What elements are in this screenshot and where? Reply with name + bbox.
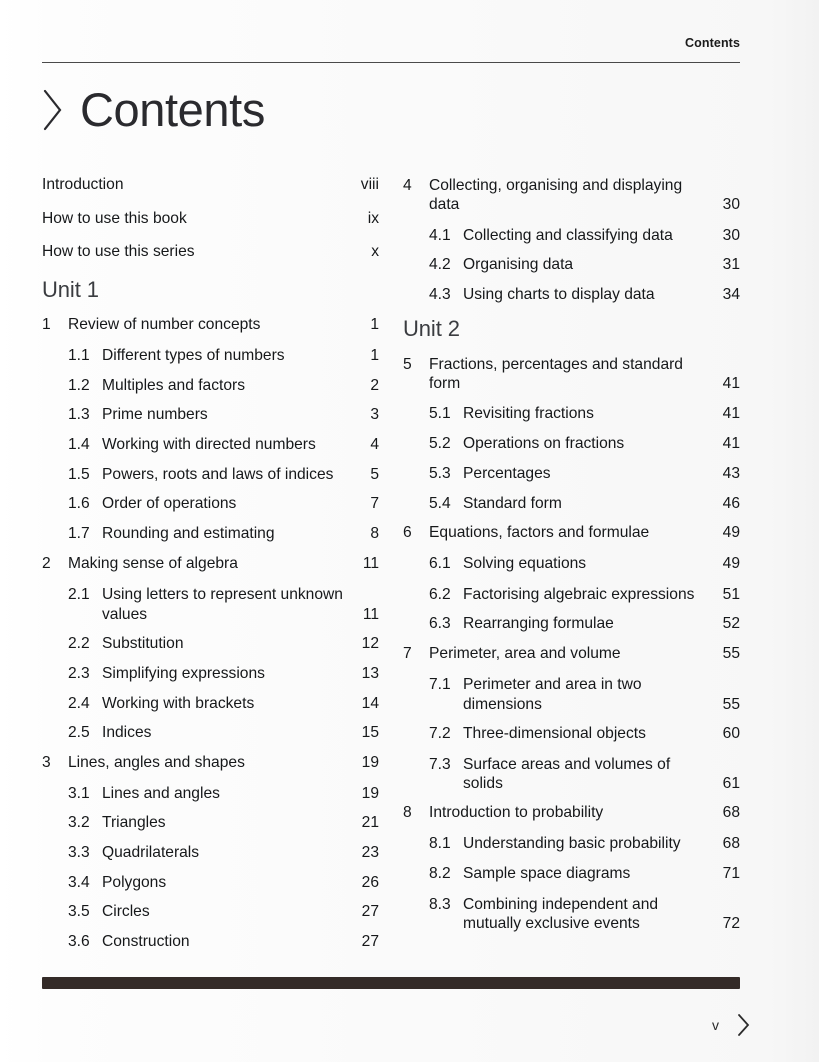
running-head: Contents (685, 36, 740, 50)
section-page: 15 (361, 724, 379, 742)
toc-section-row[interactable] (42, 466, 379, 485)
chapter-number: 5 (403, 355, 412, 373)
toc-section-row[interactable] (42, 406, 379, 425)
toc-section-row[interactable] (42, 844, 379, 863)
section-page: 23 (361, 844, 379, 862)
section-title: Prime numbers (102, 406, 208, 424)
section-title: Multiples and factors (102, 376, 246, 394)
toc-chapter-row[interactable] (403, 355, 740, 394)
section-page: 8 (370, 525, 379, 543)
section-title: Percentages (463, 464, 551, 482)
toc-chapter-row[interactable] (42, 754, 379, 773)
toc-front-matter-row[interactable] (42, 176, 379, 195)
toc-section-row[interactable] (403, 585, 740, 604)
section-page: 19 (361, 784, 379, 802)
section-title: Revisiting fractions (463, 405, 594, 423)
section-page: 2 (370, 376, 379, 394)
page-folio: v (712, 1017, 719, 1033)
section-title: Different types of numbers (102, 346, 285, 364)
toc-section-row[interactable] (403, 435, 740, 454)
section-title: Rounding and estimating (102, 525, 275, 543)
section-number: 5.2 (429, 435, 451, 453)
section-number: 1.3 (68, 406, 90, 424)
toc-section-row[interactable] (42, 585, 379, 624)
toc-entry-label: How to use this book (42, 209, 187, 227)
chevron-right-icon (42, 87, 64, 133)
toc-chapter-row[interactable] (403, 645, 740, 664)
section-title: Order of operations (102, 495, 237, 513)
toc-section-row[interactable] (42, 695, 379, 714)
section-page: 26 (361, 873, 379, 891)
section-number: 6.3 (429, 614, 451, 632)
section-page: 27 (361, 903, 379, 921)
toc-chapter-row[interactable] (42, 316, 379, 335)
footer-rule (42, 977, 740, 989)
section-title: Construction (102, 933, 190, 951)
chapter-page: 19 (361, 753, 379, 771)
section-page: 11 (362, 605, 379, 623)
section-number: 3.2 (68, 814, 90, 832)
toc-section-row[interactable] (42, 874, 379, 893)
chapter-page: 41 (722, 375, 740, 393)
toc-section-row[interactable] (42, 903, 379, 922)
toc-entry-page: ix (367, 209, 379, 227)
section-page: 12 (361, 635, 379, 653)
contents-columns (42, 176, 740, 963)
section-page: 68 (722, 835, 740, 853)
section-number: 1.5 (68, 465, 90, 483)
section-number: 7.2 (429, 725, 451, 743)
section-title: Collecting and classifying data (463, 226, 673, 244)
section-number: 3.5 (68, 903, 90, 921)
section-number: 1.1 (68, 346, 90, 364)
toc-chapter-row[interactable] (42, 555, 379, 574)
section-number: 2.5 (68, 724, 90, 742)
chapter-number: 2 (42, 554, 51, 572)
chapter-number: 3 (42, 753, 51, 771)
contents-column-left (42, 176, 379, 963)
section-page: 43 (722, 464, 740, 482)
section-page: 7 (370, 495, 379, 513)
section-page: 14 (361, 694, 379, 712)
section-number: 1.4 (68, 435, 90, 453)
header-rule (42, 62, 740, 63)
section-page: 61 (722, 775, 740, 793)
section-title: Organising data (463, 256, 574, 274)
toc-section-row[interactable] (42, 814, 379, 833)
section-page: 72 (722, 914, 740, 932)
section-title: Operations on fractions (463, 435, 625, 453)
section-title: Triangles (102, 814, 166, 832)
section-title: Working with brackets (102, 694, 255, 712)
contents-column-right (403, 176, 740, 963)
section-page: 46 (722, 494, 740, 512)
section-title: Factorising algebraic expressions (463, 585, 695, 603)
toc-section-row[interactable] (403, 675, 740, 714)
section-number: 1.7 (68, 525, 90, 543)
page-title-row (42, 83, 265, 136)
section-page: 52 (722, 614, 740, 632)
section-title: Lines and angles (102, 784, 220, 802)
section-number: 7.3 (429, 755, 451, 773)
toc-chapter-row[interactable] (403, 176, 740, 215)
section-title: Circles (102, 903, 150, 921)
section-number: 1.6 (68, 495, 90, 513)
chapter-page: 49 (722, 524, 740, 542)
chapter-title: Making sense of algebra (68, 554, 238, 572)
section-page: 30 (722, 226, 740, 244)
section-page: 49 (722, 554, 740, 572)
section-title: Substitution (102, 635, 184, 653)
unit-heading-2: Unit 2 (403, 315, 460, 341)
section-page: 51 (722, 585, 740, 603)
toc-entry-label: Introduction (42, 176, 124, 193)
chapter-title: Collecting, organising and displaying data (429, 177, 683, 214)
section-page: 1 (370, 346, 379, 364)
chapter-page: 55 (722, 644, 740, 662)
section-title: Surface areas and volumes of solids (463, 755, 671, 793)
section-number: 3.6 (68, 933, 90, 951)
section-page: 34 (722, 286, 740, 304)
toc-section-row[interactable] (403, 495, 740, 514)
section-number: 8.1 (429, 835, 451, 853)
section-number: 6.2 (429, 585, 451, 603)
toc-section-row[interactable] (403, 256, 740, 275)
toc-section-row[interactable] (42, 495, 379, 514)
toc-front-matter-row[interactable] (42, 243, 379, 262)
chevron-right-icon[interactable] (736, 1012, 751, 1038)
section-number: 4.3 (429, 286, 451, 304)
toc-section-row[interactable] (42, 525, 379, 544)
section-title: Polygons (102, 873, 167, 891)
chapter-page: 30 (722, 196, 740, 214)
toc-chapter-row[interactable] (403, 524, 740, 543)
chapter-page: 11 (362, 554, 379, 572)
section-page: 13 (361, 664, 379, 682)
chapter-page: 68 (722, 804, 740, 822)
unit-heading-1: Unit 1 (42, 277, 99, 303)
section-page: 41 (722, 435, 740, 453)
section-number: 6.1 (429, 554, 451, 572)
section-number: 5.4 (429, 494, 451, 512)
chapter-number: 7 (403, 644, 412, 662)
toc-section-row[interactable] (403, 755, 740, 794)
toc-section-row[interactable] (42, 724, 379, 743)
section-title: Powers, roots and laws of indices (102, 465, 334, 483)
section-number: 2.4 (68, 694, 90, 712)
chapter-number: 8 (403, 804, 412, 822)
chapter-page: 1 (370, 316, 379, 334)
toc-section-row[interactable] (403, 405, 740, 424)
section-number: 7.1 (429, 676, 451, 694)
section-page: 60 (722, 725, 740, 743)
section-title: Using letters to represent unknown values (102, 586, 343, 623)
section-title: Using charts to display data (463, 286, 655, 304)
section-number: 2.2 (68, 635, 90, 653)
section-page: 4 (370, 435, 379, 453)
section-title: Working with directed numbers (102, 435, 316, 453)
section-title: Rearranging formulae (463, 614, 614, 632)
section-number: 5.3 (429, 464, 451, 482)
page-title: Contents (80, 83, 265, 136)
toc-front-matter-row[interactable] (42, 210, 379, 229)
section-title: Understanding basic probability (463, 835, 681, 853)
section-title: Three-dimensional objects (463, 725, 646, 743)
chapter-title: Equations, factors and formulae (429, 524, 650, 542)
toc-chapter-row[interactable] (403, 804, 740, 823)
chapter-number: 6 (403, 524, 412, 542)
toc-section-row[interactable] (42, 347, 379, 366)
section-number: 5.1 (429, 405, 451, 423)
chapter-title: Review of number concepts (68, 316, 261, 334)
chapter-number: 4 (403, 177, 412, 194)
toc-section-row[interactable] (403, 555, 740, 574)
section-number: 1.2 (68, 376, 90, 394)
section-number: 3.4 (68, 873, 90, 891)
toc-section-row[interactable] (403, 465, 740, 484)
section-page: 27 (361, 933, 379, 951)
toc-section-row[interactable] (403, 835, 740, 854)
section-page: 71 (722, 864, 740, 882)
section-title: Quadrilaterals (102, 844, 200, 862)
section-number: 3.3 (68, 844, 90, 862)
footer-navigation (712, 1012, 751, 1038)
toc-section-row[interactable] (403, 865, 740, 884)
section-title: Indices (102, 724, 152, 742)
section-number: 8.2 (429, 864, 451, 882)
section-number: 2.1 (68, 586, 90, 604)
section-number: 4.1 (429, 226, 451, 244)
chapter-title: Introduction to probability (429, 804, 604, 822)
section-page: 55 (722, 695, 740, 713)
section-title: Standard form (463, 494, 562, 512)
section-title: Sample space diagrams (463, 864, 631, 882)
toc-section-row[interactable] (403, 725, 740, 744)
toc-section-row[interactable] (42, 665, 379, 684)
toc-section-row[interactable] (42, 785, 379, 804)
chapter-title: Fractions, percentages and standard form (429, 355, 683, 393)
section-title: Combining independent and mutually exclusive events (463, 895, 659, 932)
chapter-title: Lines, angles and shapes (68, 753, 245, 771)
section-number: 2.3 (68, 664, 90, 682)
section-page: 3 (370, 406, 379, 424)
section-page: 5 (370, 465, 379, 483)
chapter-number: 1 (42, 316, 51, 334)
toc-entry-label: How to use this series (42, 243, 195, 261)
toc-section-row[interactable] (42, 933, 379, 952)
section-page: 41 (722, 405, 740, 423)
section-page: 31 (722, 256, 740, 274)
section-page: 21 (361, 814, 379, 832)
toc-entry-page: viii (360, 176, 379, 193)
section-number: 3.1 (68, 784, 90, 802)
section-number: 4.2 (429, 256, 451, 274)
toc-entry-page: x (371, 243, 379, 261)
section-title: Perimeter and area in two dimensions (463, 676, 642, 713)
section-number: 8.3 (429, 895, 451, 913)
toc-section-row[interactable] (403, 615, 740, 634)
chapter-title: Perimeter, area and volume (429, 644, 621, 662)
section-title: Simplifying expressions (102, 664, 265, 682)
toc-section-row[interactable] (403, 286, 740, 305)
toc-section-row[interactable] (42, 377, 379, 396)
section-title: Solving equations (463, 554, 587, 572)
toc-section-row[interactable] (403, 227, 740, 246)
toc-section-row[interactable] (403, 895, 740, 934)
toc-section-row[interactable] (42, 436, 379, 455)
toc-section-row[interactable] (42, 635, 379, 654)
